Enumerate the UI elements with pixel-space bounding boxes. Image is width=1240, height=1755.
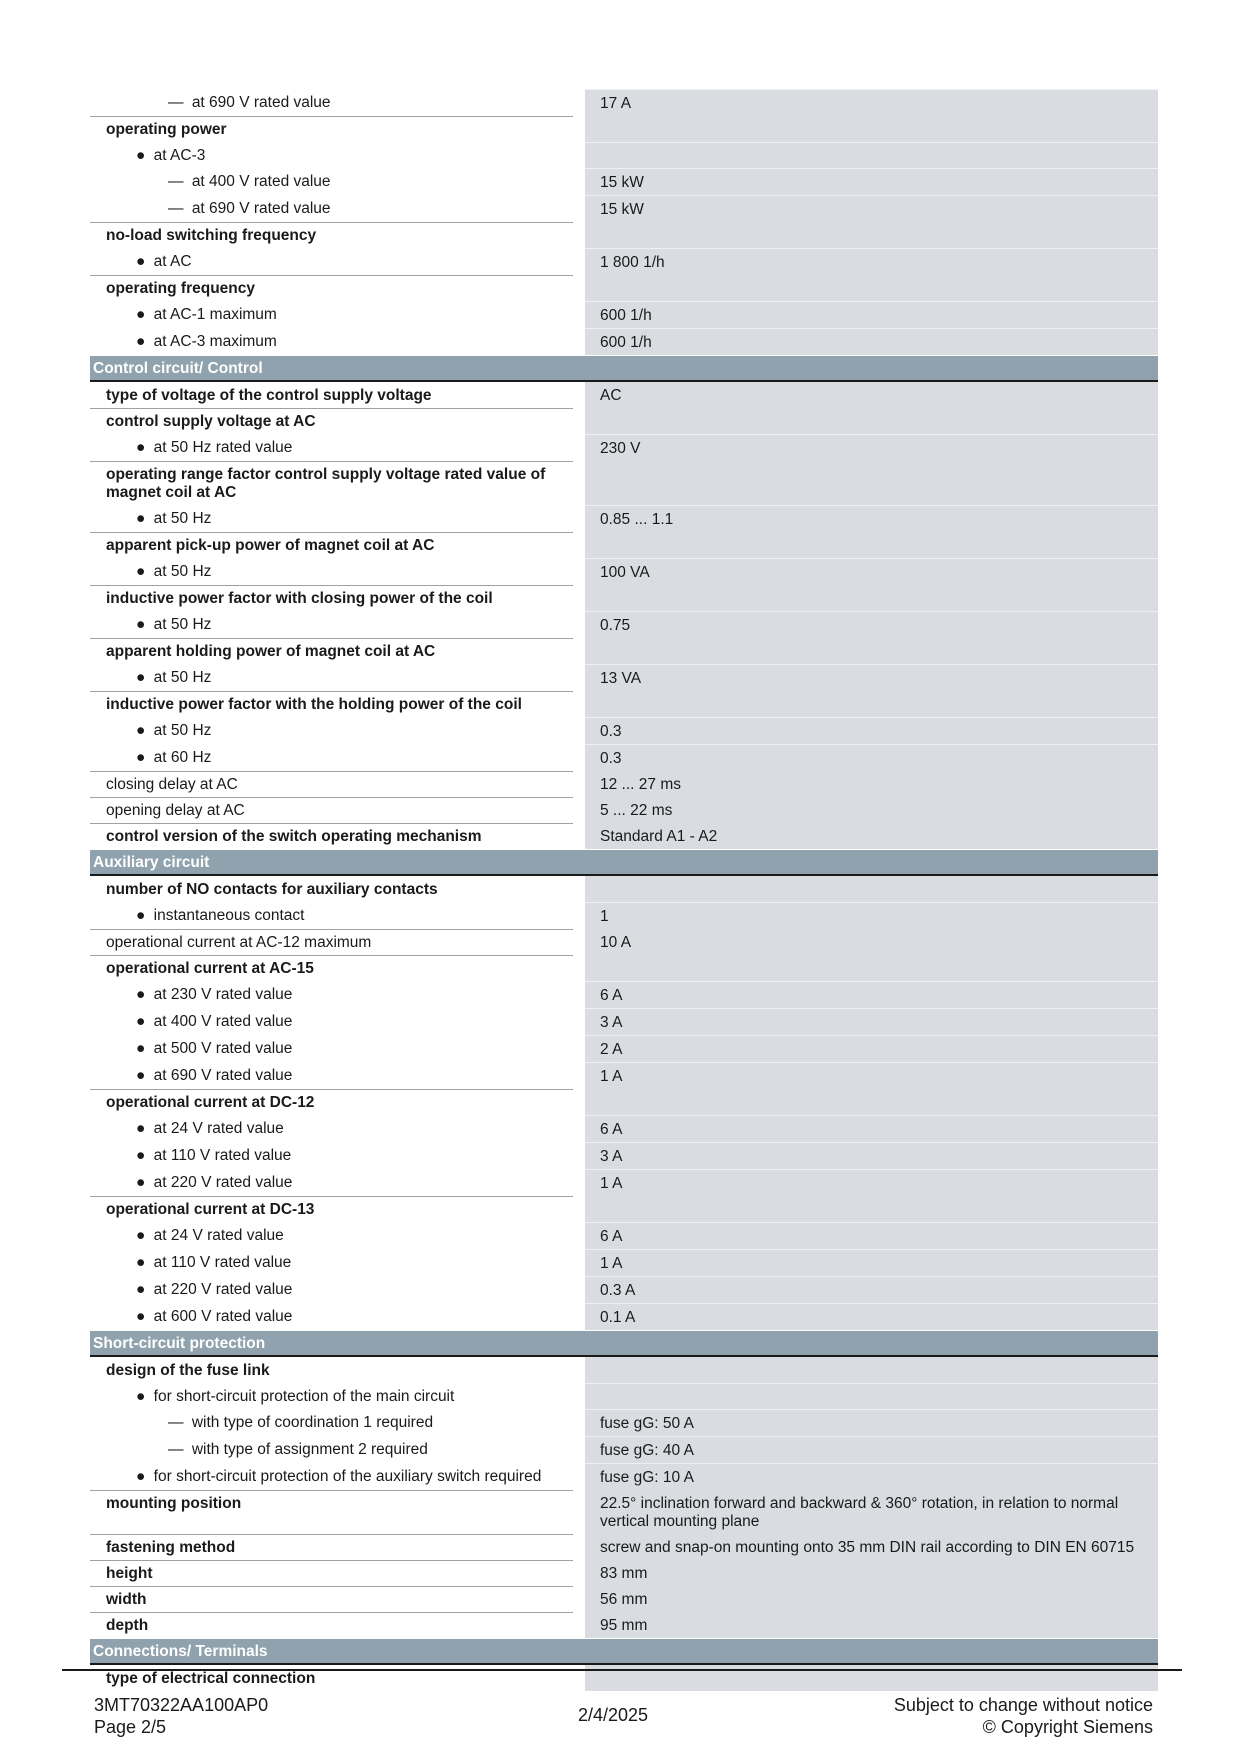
- spec-label: [90, 461, 573, 505]
- spec-label-text: at 60 Hz: [153, 749, 212, 766]
- spec-label: [90, 142, 573, 168]
- spec-value: 0.1 A: [585, 1303, 1158, 1330]
- bullet-marker: ●: [136, 306, 150, 323]
- spec-label: [90, 195, 573, 222]
- spec-row: [90, 275, 1158, 301]
- spec-label-text: operational current at DC-12: [106, 1094, 315, 1111]
- spec-row: [90, 744, 1158, 771]
- spec-label-text: at 50 Hz: [153, 669, 212, 686]
- spec-label: [90, 1357, 573, 1383]
- spec-label-text: operational current at AC-12 maximum: [106, 934, 372, 951]
- spec-row: [90, 116, 1158, 142]
- spec-row: [90, 1249, 1158, 1276]
- spec-row: [90, 195, 1158, 222]
- spec-label-text: at 50 Hz: [153, 722, 212, 739]
- spec-value: 83 mm: [585, 1560, 1158, 1586]
- spec-label: [90, 1463, 573, 1490]
- spec-row: [90, 1008, 1158, 1035]
- bullet-marker: —: [168, 173, 188, 190]
- spec-label-text: operational current at DC-13: [106, 1201, 315, 1218]
- spec-value: 95 mm: [585, 1612, 1158, 1638]
- bullet-marker: ●: [136, 147, 150, 164]
- spec-value: 15 kW: [585, 168, 1158, 195]
- spec-row: [90, 1115, 1158, 1142]
- spec-value: 10 A: [585, 929, 1158, 955]
- spec-row: [90, 1560, 1158, 1586]
- spec-row: [90, 1276, 1158, 1303]
- bullet-marker: —: [168, 94, 188, 111]
- spec-label: [90, 664, 573, 691]
- spec-value: [585, 222, 1158, 248]
- spec-label: [90, 744, 573, 771]
- spec-row: [90, 981, 1158, 1008]
- bullet-marker: ●: [136, 1174, 150, 1191]
- spec-label-text: for short-circuit protection of the auxiliary switch required: [153, 1468, 542, 1485]
- bullet-marker: ●: [136, 1013, 150, 1030]
- spec-value: 1 A: [585, 1062, 1158, 1089]
- bullet-marker: —: [168, 200, 188, 217]
- spec-value: screw and snap-on mounting onto 35 mm DIN rail according to DIN EN 60715: [585, 1534, 1158, 1560]
- article-number: 3MT70322AA100AP0: [94, 1695, 269, 1715]
- spec-row: [90, 434, 1158, 461]
- spec-row: [90, 1222, 1158, 1249]
- spec-label: [90, 116, 573, 142]
- spec-row: [90, 1142, 1158, 1169]
- spec-label: [90, 981, 573, 1008]
- spec-value: [585, 116, 1158, 142]
- spec-value: [585, 691, 1158, 717]
- spec-value: 6 A: [585, 1222, 1158, 1249]
- spec-value: [585, 1089, 1158, 1115]
- spec-row: [90, 328, 1158, 355]
- spec-row: [90, 558, 1158, 585]
- spec-label: [90, 638, 573, 664]
- spec-label: [90, 823, 573, 849]
- spec-row: [90, 611, 1158, 638]
- spec-row: [90, 89, 1158, 116]
- spec-row: [90, 1463, 1158, 1490]
- spec-label: [90, 1222, 573, 1249]
- bullet-marker: ●: [136, 439, 150, 456]
- spec-label: [90, 691, 573, 717]
- spec-label: [90, 222, 573, 248]
- footer-right: [894, 1694, 1153, 1738]
- spec-label: [90, 771, 573, 797]
- spec-row: [90, 505, 1158, 532]
- spec-label: [90, 1169, 573, 1196]
- spec-label-text: at 50 Hz: [153, 510, 212, 527]
- bullet-marker: ●: [136, 1120, 150, 1137]
- spec-label: [90, 1142, 573, 1169]
- bullet-marker: ●: [136, 986, 150, 1003]
- spec-label-text: control supply voltage at AC: [106, 413, 316, 430]
- spec-label: [90, 328, 573, 355]
- bullet-marker: ●: [136, 333, 150, 350]
- footer-left: [94, 1694, 268, 1738]
- spec-value: 600 1/h: [585, 328, 1158, 355]
- spec-value: [585, 1383, 1158, 1409]
- spec-row: [90, 1357, 1158, 1383]
- spec-label-text: at 220 V rated value: [153, 1281, 293, 1298]
- spec-label-text: at 600 V rated value: [153, 1308, 293, 1325]
- spec-label-text: at 230 V rated value: [153, 986, 293, 1003]
- spec-label: [90, 248, 573, 275]
- spec-label: [90, 434, 573, 461]
- spec-label: [90, 275, 573, 301]
- spec-label-text: design of the fuse link: [106, 1362, 270, 1379]
- spec-label: [90, 1276, 573, 1303]
- change-notice: Subject to change without notice: [893, 1695, 1153, 1715]
- spec-value: fuse gG: 40 A: [585, 1436, 1158, 1463]
- spec-row: [90, 532, 1158, 558]
- bullet-marker: ●: [136, 510, 150, 527]
- spec-row: [90, 691, 1158, 717]
- spec-label-text: at 690 V rated value: [191, 94, 331, 111]
- spec-value: [585, 142, 1158, 168]
- spec-label: [90, 408, 573, 434]
- spec-label: [90, 1035, 573, 1062]
- spec-label-text: type of voltage of the control supply voltage: [106, 387, 432, 404]
- spec-label-text: with type of coordination 1 required: [191, 1414, 434, 1431]
- spec-label-text: operating range factor control supply voltage rated value of magnet coil at AC: [106, 466, 546, 501]
- spec-label-text: apparent holding power of magnet coil at AC: [106, 643, 436, 660]
- spec-label-text: type of electrical connection: [106, 1670, 316, 1687]
- spec-row: [90, 1303, 1158, 1330]
- spec-label: [90, 876, 573, 902]
- bullet-marker: ●: [136, 1040, 150, 1057]
- bullet-marker: ●: [136, 1468, 150, 1485]
- spec-label: [90, 1115, 573, 1142]
- spec-value: 15 kW: [585, 195, 1158, 222]
- bullet-marker: —: [168, 1441, 188, 1458]
- spec-row: [90, 797, 1158, 823]
- spec-label-text: at 50 Hz rated value: [153, 439, 293, 456]
- spec-row: [90, 1409, 1158, 1436]
- spec-label: [90, 797, 573, 823]
- spec-label-text: closing delay at AC: [106, 776, 238, 793]
- spec-value: 12 ... 27 ms: [585, 771, 1158, 797]
- spec-value: 0.3 A: [585, 1276, 1158, 1303]
- spec-value: fuse gG: 50 A: [585, 1409, 1158, 1436]
- spec-row: [90, 301, 1158, 328]
- spec-value: 5 ... 22 ms: [585, 797, 1158, 823]
- spec-label: [90, 955, 573, 981]
- spec-label: [90, 1303, 573, 1330]
- spec-label-text: at 500 V rated value: [153, 1040, 293, 1057]
- spec-value: 2 A: [585, 1035, 1158, 1062]
- spec-label-text: height: [106, 1565, 153, 1582]
- spec-row: [90, 248, 1158, 275]
- section-header: Short-circuit protection: [90, 1331, 1158, 1357]
- footer-date: 2/4/2025: [578, 1705, 649, 1725]
- spec-row: [90, 902, 1158, 929]
- spec-row: [90, 408, 1158, 434]
- spec-row: [90, 168, 1158, 195]
- bullet-marker: —: [168, 1414, 188, 1431]
- spec-value: 56 mm: [585, 1586, 1158, 1612]
- bullet-marker: ●: [136, 1308, 150, 1325]
- bullet-marker: ●: [136, 616, 150, 633]
- spec-value: 3 A: [585, 1008, 1158, 1035]
- spec-row: [90, 955, 1158, 981]
- section-header: Control circuit/ Control: [90, 356, 1158, 382]
- spec-row: [90, 382, 1158, 408]
- spec-row: [90, 1062, 1158, 1089]
- spec-label: [90, 558, 573, 585]
- spec-label: [90, 89, 573, 116]
- spec-label: [90, 717, 573, 744]
- spec-row: [90, 1383, 1158, 1409]
- spec-value: [585, 275, 1158, 301]
- spec-label-text: no-load switching frequency: [106, 227, 317, 244]
- spec-label-text: at AC-3: [153, 147, 206, 164]
- datasheet-table: [90, 89, 1158, 1691]
- spec-value: [585, 408, 1158, 434]
- bullet-marker: ●: [136, 1147, 150, 1164]
- spec-label: [90, 532, 573, 558]
- spec-row: [90, 1490, 1158, 1534]
- spec-value: 0.3: [585, 744, 1158, 771]
- spec-row: [90, 823, 1158, 849]
- spec-label-text: at 690 V rated value: [191, 200, 331, 217]
- spec-row: [90, 1169, 1158, 1196]
- spec-row: [90, 771, 1158, 797]
- spec-row: [90, 1089, 1158, 1115]
- bullet-marker: ●: [136, 1227, 150, 1244]
- spec-value: 230 V: [585, 434, 1158, 461]
- spec-row: [90, 222, 1158, 248]
- spec-value: 1 A: [585, 1249, 1158, 1276]
- spec-row: [90, 717, 1158, 744]
- spec-row: [90, 1612, 1158, 1638]
- spec-label-text: mounting position: [106, 1495, 242, 1512]
- spec-label-text: at 110 V rated value: [153, 1254, 292, 1271]
- bullet-marker: ●: [136, 907, 150, 924]
- spec-label-text: depth: [106, 1617, 149, 1634]
- spec-value: 1: [585, 902, 1158, 929]
- spec-value: 600 1/h: [585, 301, 1158, 328]
- spec-label-text: at 400 V rated value: [153, 1013, 293, 1030]
- spec-row: [90, 664, 1158, 691]
- spec-label: [90, 168, 573, 195]
- spec-row: [90, 1436, 1158, 1463]
- spec-label-text: at AC: [153, 253, 192, 270]
- spec-label-text: for short-circuit protection of the main circuit: [153, 1388, 455, 1405]
- spec-value: 0.3: [585, 717, 1158, 744]
- spec-label: [90, 1436, 573, 1463]
- spec-value: [585, 461, 1158, 505]
- spec-value: [585, 585, 1158, 611]
- spec-row: [90, 1196, 1158, 1222]
- spec-label: [90, 505, 573, 532]
- spec-label: [90, 1196, 573, 1222]
- spec-label: [90, 1586, 573, 1612]
- bullet-marker: ●: [136, 1067, 150, 1084]
- spec-label: [90, 382, 573, 408]
- spec-label-text: at AC-3 maximum: [153, 333, 277, 350]
- bullet-marker: ●: [136, 1254, 150, 1271]
- spec-value: [585, 876, 1158, 902]
- spec-value: Standard A1 - A2: [585, 823, 1158, 849]
- spec-value: 22.5° inclination forward and backward & 360° rotation, in relation to normal vertical mounting plane: [585, 1490, 1158, 1534]
- spec-label-text: at 110 V rated value: [153, 1147, 292, 1164]
- spec-value: fuse gG: 10 A: [585, 1463, 1158, 1490]
- spec-label: [90, 301, 573, 328]
- bullet-marker: ●: [136, 749, 150, 766]
- spec-row: [90, 585, 1158, 611]
- spec-label: [90, 1008, 573, 1035]
- spec-label-text: at 400 V rated value: [191, 173, 331, 190]
- spec-label: [90, 929, 573, 955]
- spec-value: 3 A: [585, 1142, 1158, 1169]
- bullet-marker: ●: [136, 1388, 150, 1405]
- spec-value: 13 VA: [585, 664, 1158, 691]
- spec-row: [90, 876, 1158, 902]
- spec-value: [585, 1196, 1158, 1222]
- spec-label-text: number of NO contacts for auxiliary contacts: [106, 881, 438, 898]
- bullet-marker: ●: [136, 1281, 150, 1298]
- spec-label-text: opening delay at AC: [106, 802, 245, 819]
- spec-value: 6 A: [585, 981, 1158, 1008]
- spec-value: [585, 532, 1158, 558]
- spec-value: 0.85 ... 1.1: [585, 505, 1158, 532]
- spec-value: [585, 638, 1158, 664]
- spec-label: [90, 1383, 573, 1409]
- spec-label: [90, 1249, 573, 1276]
- spec-label-text: control version of the switch operating mechanism: [106, 828, 482, 845]
- spec-label-text: at 50 Hz: [153, 563, 212, 580]
- spec-value: AC: [585, 382, 1158, 408]
- spec-label: [90, 1612, 573, 1638]
- spec-value: 0.75: [585, 611, 1158, 638]
- spec-label-text: with type of assignment 2 required: [191, 1441, 428, 1458]
- page-number: Page 2/5: [94, 1717, 167, 1737]
- spec-value: 1 A: [585, 1169, 1158, 1196]
- footer-divider: [62, 1669, 1182, 1671]
- spec-row: [90, 461, 1158, 505]
- spec-label-text: inductive power factor with the holding power of the coil: [106, 696, 522, 713]
- spec-label: [90, 1534, 573, 1560]
- spec-label-text: at 220 V rated value: [153, 1174, 293, 1191]
- spec-label-text: at 50 Hz: [153, 616, 212, 633]
- section-header: Connections/ Terminals: [90, 1639, 1158, 1665]
- spec-label: [90, 1560, 573, 1586]
- spec-label-text: at AC-1 maximum: [153, 306, 277, 323]
- spec-label: [90, 1089, 573, 1115]
- spec-label-text: at 24 V rated value: [153, 1227, 284, 1244]
- spec-label-text: width: [106, 1591, 147, 1608]
- spec-value: [585, 1357, 1158, 1383]
- spec-row: [90, 1035, 1158, 1062]
- spec-label-text: at 24 V rated value: [153, 1120, 284, 1137]
- section-header: Auxiliary circuit: [90, 850, 1158, 876]
- bullet-marker: ●: [136, 253, 150, 270]
- spec-label-text: operational current at AC-15: [106, 960, 314, 977]
- spec-label: [90, 1409, 573, 1436]
- spec-label-text: operating frequency: [106, 280, 255, 297]
- spec-label: [90, 611, 573, 638]
- bullet-marker: ●: [136, 563, 150, 580]
- spec-label-text: operating power: [106, 121, 227, 138]
- spec-row: [90, 929, 1158, 955]
- spec-row: [90, 142, 1158, 168]
- spec-value: 6 A: [585, 1115, 1158, 1142]
- spec-label-text: apparent pick-up power of magnet coil at AC: [106, 537, 435, 554]
- spec-row: [90, 1586, 1158, 1612]
- spec-label: [90, 1490, 573, 1534]
- spec-value: [585, 955, 1158, 981]
- spec-row: [90, 1534, 1158, 1560]
- spec-value: 17 A: [585, 89, 1158, 116]
- copyright: © Copyright Siemens: [982, 1717, 1153, 1737]
- spec-label-text: inductive power factor with closing power of the coil: [106, 590, 493, 607]
- spec-label: [90, 585, 573, 611]
- bullet-marker: ●: [136, 722, 150, 739]
- spec-label-text: at 690 V rated value: [153, 1067, 293, 1084]
- spec-row: [90, 638, 1158, 664]
- spec-value: 1 800 1/h: [585, 248, 1158, 275]
- spec-label-text: fastening method: [106, 1539, 236, 1556]
- spec-label-text: instantaneous contact: [153, 907, 305, 924]
- spec-label: [90, 902, 573, 929]
- spec-label: [90, 1062, 573, 1089]
- spec-value: 100 VA: [585, 558, 1158, 585]
- bullet-marker: ●: [136, 669, 150, 686]
